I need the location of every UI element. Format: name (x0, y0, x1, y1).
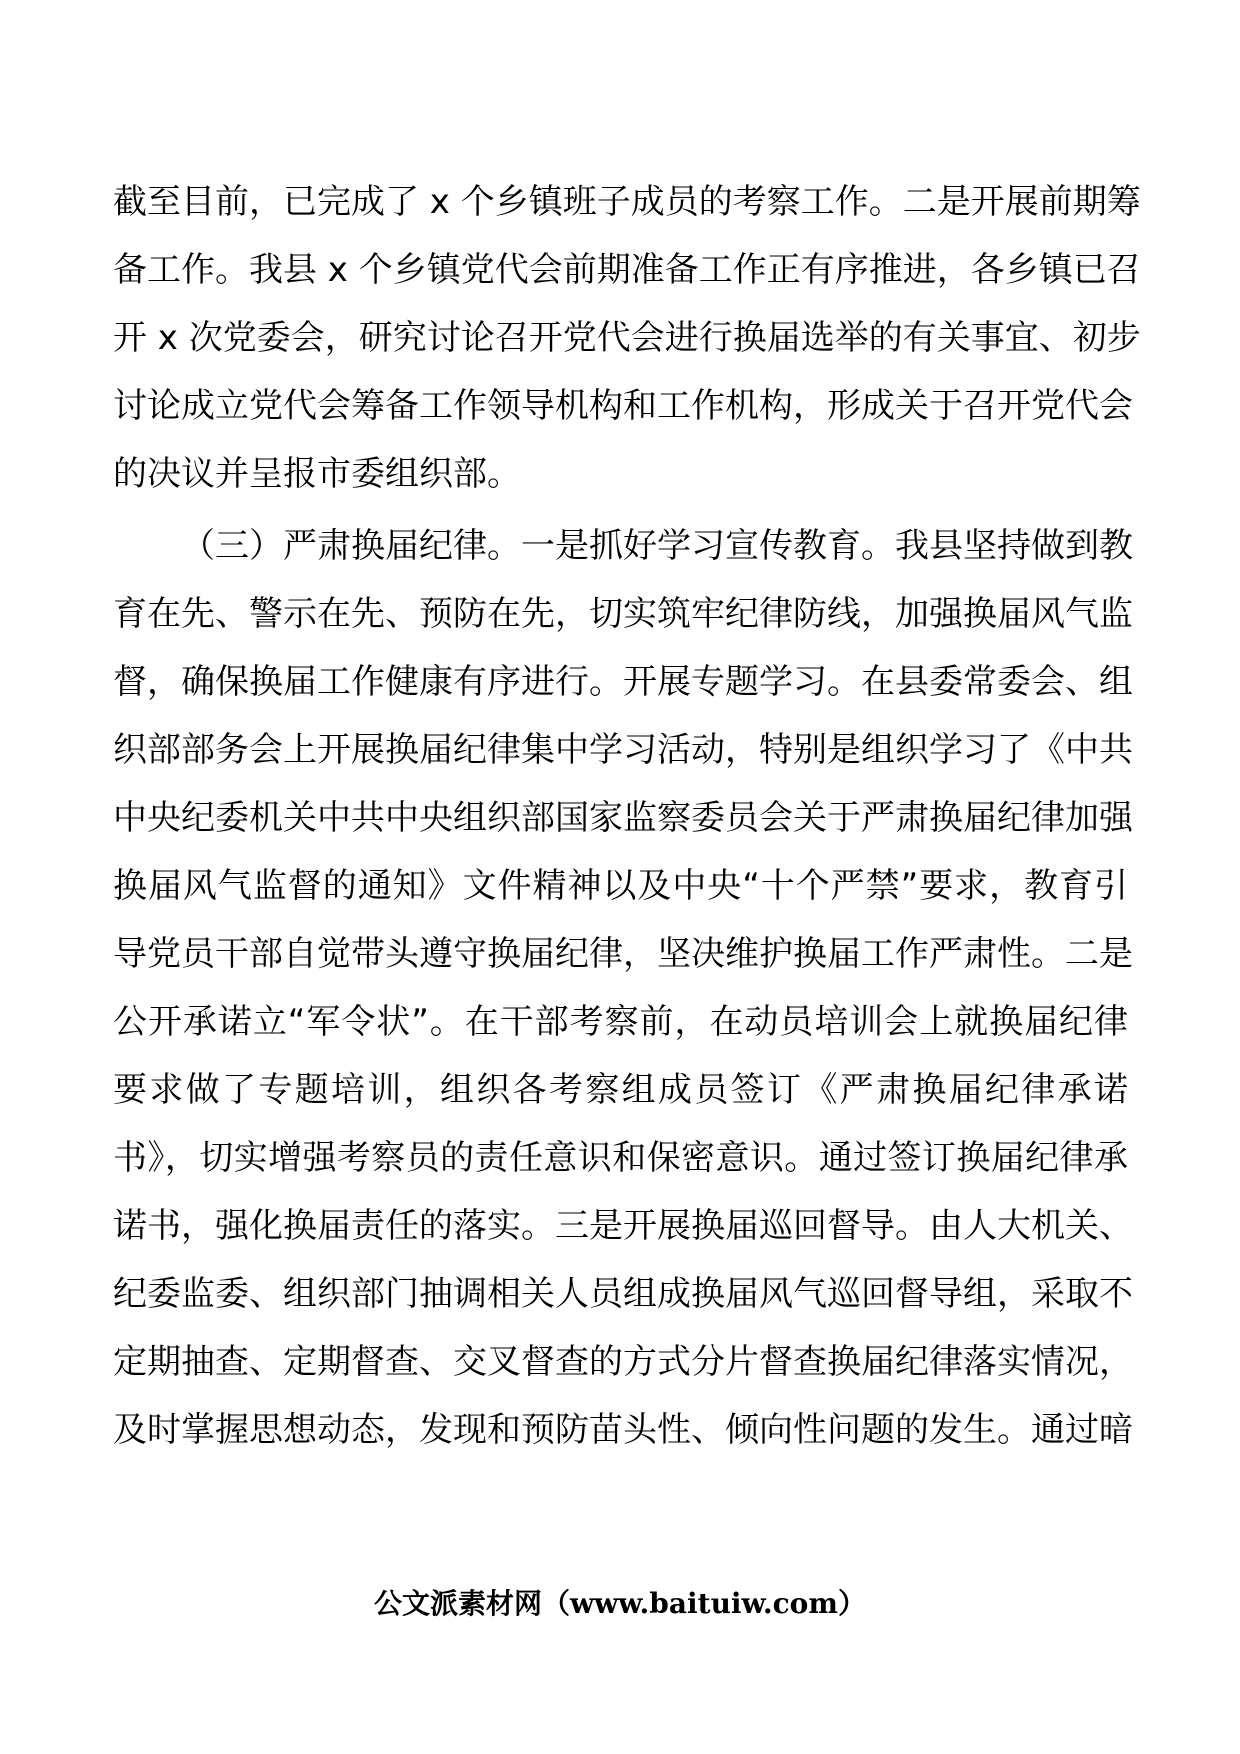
text-line: 公开承诺立“军令状”。在干部考察前，在动员培训会上就换届纪律 (113, 1002, 1128, 1042)
text-line: 书》，切实增强考察员的责任意识和保密意识。通过签订换届纪律承 (113, 1138, 1128, 1178)
text-line: 的决议并呈报市委组织部。 (113, 454, 521, 494)
text-line: 中央纪委机关中共中央组织部国家监察委员会关于严肃换届纪律加强 (113, 798, 1133, 838)
text-line: 织部部务会上开展换届纪律集中学习活动，特别是组织学习了《中共 (113, 730, 1133, 770)
footer-watermark: 公文派素材网（www.baituiw.com） (374, 1587, 866, 1620)
text-line: 及时掌握思想动态，发现和预防苗头性、倾向性问题的发生。通过暗 (113, 1410, 1133, 1450)
paragraph-2 (113, 512, 1133, 1464)
text-line: 定期抽查、定期督查、交叉督查的方式分片督查换届纪律落实情况， (113, 1342, 1133, 1382)
text-line: 纪委监委、组织部门抽调相关人员组成换届风气巡回督导组，采取不 (113, 1274, 1133, 1314)
text-line: 督，确保换届工作健康有序进行。开展专题学习。在县委常委会、组 (113, 662, 1133, 702)
text-line: 备工作。我县 x 个乡镇党代会前期准备工作正有序推进，各乡镇已召 (113, 250, 1141, 290)
text-line: 讨论成立党代会筹备工作领导机构和工作机构，形成关于召开党代会 (113, 386, 1133, 426)
text-line: 育在先、警示在先、预防在先，切实筑牢纪律防线，加强换届风气监 (113, 594, 1133, 634)
paragraph-1 (113, 168, 1141, 508)
document-body (113, 168, 1141, 1464)
text-line: 换届风气监督的通知》文件精神以及中央“十个严禁”要求，教育引 (113, 866, 1128, 906)
text-line: （三）严肃换届纪律。一是抓好学习宣传教育。我县坚持做到教 (181, 526, 1133, 566)
text-line: 开 x 次党委会，研究讨论召开党代会进行换届选举的有关事宜、初步 (113, 318, 1141, 358)
text-line: 截至目前，已完成了 x 个乡镇班子成员的考察工作。二是开展前期筹 (113, 182, 1141, 222)
text-line: 要求做了专题培训，组织各考察组成员签订《严肃换届纪律承诺 (113, 1070, 1128, 1110)
text-line: 导党员干部自觉带头遵守换届纪律，坚决维护换届工作严肃性。二是 (113, 934, 1133, 974)
text-line: 诺书，强化换届责任的落实。三是开展换届巡回督导。由人大机关、 (113, 1206, 1133, 1246)
